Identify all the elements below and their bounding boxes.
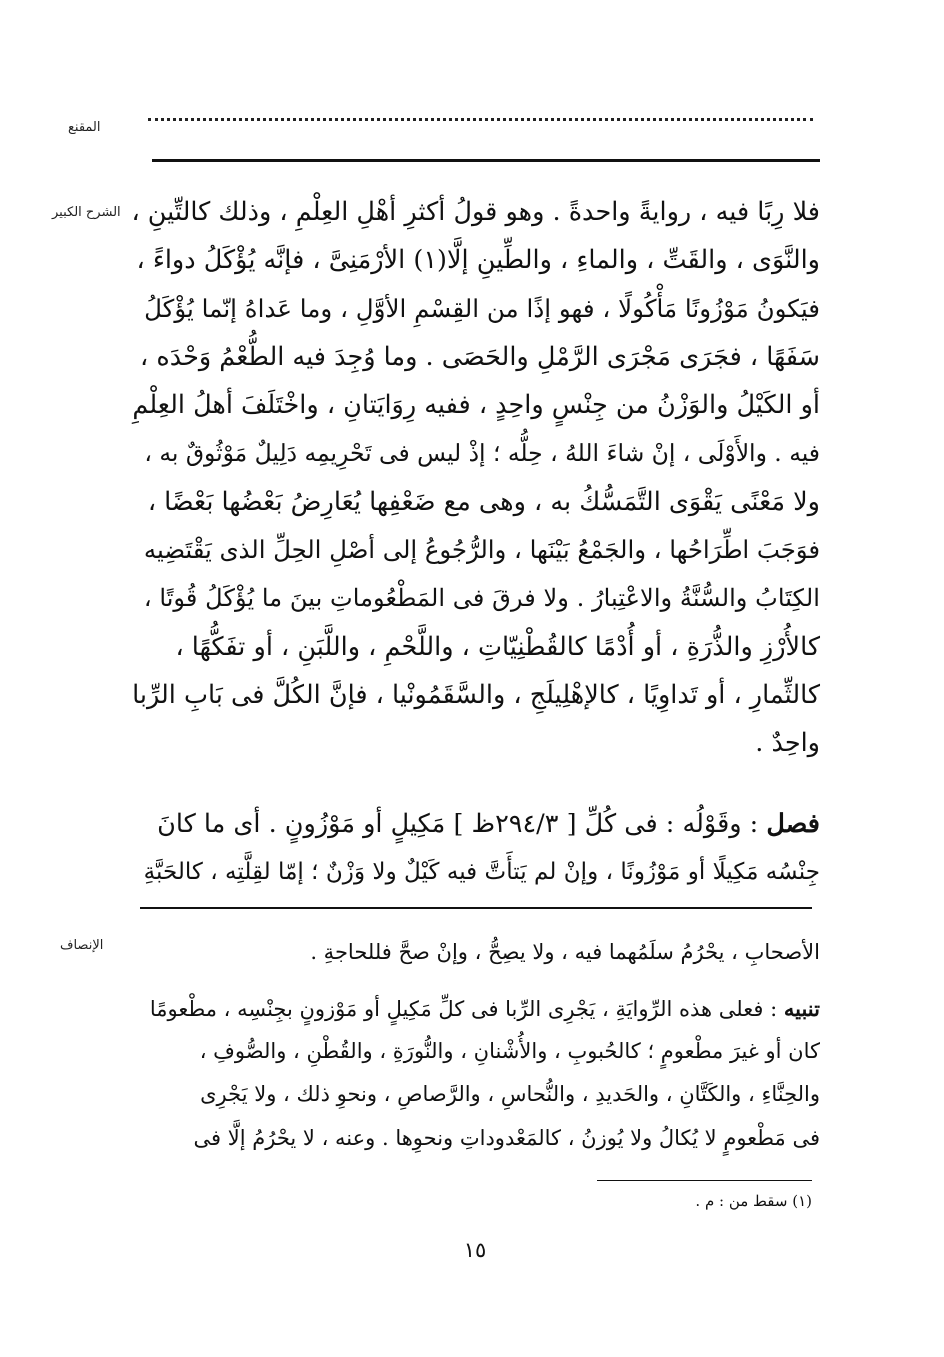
tanbih-line: كان أو غيرَ مطْعومٍ ؛ كالحُبوبِ ، والأُشْنانِ ، والنُّورَةِ ، والقُطْنِ ، والصُّوفِ ، xyxy=(199,1039,820,1064)
sharh-text-block xyxy=(130,188,820,768)
margin-label-insaf: الإنصاف xyxy=(60,938,104,953)
sharh-line: والنَّوَى ، والقَتِّ ، والماءِ ، والطِّينِ إلَّا(١) الأرْمَنِىَّ ، فإنَّه يُؤْكَلُ دواءً ، xyxy=(136,245,820,276)
insaf-text-block xyxy=(130,930,820,1160)
tanbih-line: والحِنَّاءِ ، والكَتَّانِ ، والحَديدِ ، والنُّحاسِ ، والرَّصاصِ ، ونحوِ ذلك ، ولا يَجْرِى xyxy=(200,1082,820,1107)
sharh-line: فيه . والأَوْلَى ، إنْ شاءَ اللهُ ، حِلُّه ؛ إذْ ليس فى تَحْرِيمِه دَلِيلٌ مَوْثُوقٌ به ، xyxy=(144,439,820,468)
fasl-line-1-text: : وقَوْلُه : فى كُلِّ [ ٢٩٤/٣ظ ] مَكِيلٍ أو مَوْزُونٍ . أى ما كانَ xyxy=(157,809,759,839)
book-title-header: المقنع xyxy=(68,120,101,135)
footnote-rule xyxy=(597,1180,812,1181)
section-divider xyxy=(140,907,812,909)
insaf-line: الأصحابِ ، يحْرُمُ سلَمُهما فيه ، ولا يصِحُّ ، وإنْ صحَّ فللحاجةِ . xyxy=(310,940,820,964)
sharh-line: سَفَهًا ، فجَرَى مَجْرَى الرَّمْلِ والحَصَى . وما وُجِدَ فيه الطُّعْمُ وَحْدَه ، xyxy=(140,341,820,372)
margin-label-sharh: الشرح الكبير xyxy=(52,205,121,220)
tanbih-line-1-text: : فعلى هذه الرِّوايَةِ ، يَجْرِى الرِّبا فى كلِّ مَكِيلٍ أو مَوْزونٍ بجِنْسِه ، مطْعومًا xyxy=(149,997,778,1021)
sharh-line: الكِتَابُ والسُّنَّةُ والاعْتِبارُ . ولا فرقَ فى المَطْعُوماتِ بينَ ما يُؤْكَلُ قُوتًا ، xyxy=(143,584,820,613)
tanbih-title: تنبيه xyxy=(783,996,820,1021)
sharh-line: فوَجَبَ اطِّرَاحُها ، والجَمْعُ بَيْنَها ، والرُّجُوعُ إلى أصْلِ الحِلِّ الذى يَقْتَضِيه xyxy=(143,535,820,565)
tanbih-line xyxy=(130,987,820,1030)
page-number: ١٥ xyxy=(463,1238,487,1262)
sharh-line: فلا رِبًا فيه ، روايةً واحدةً . وهو قولُ أكثرِ أهْلِ العِلْمِ ، وذلك كالتِّينِ ، xyxy=(131,197,820,227)
footnote: (١) سقط من : م . xyxy=(695,1192,812,1210)
sharh-line: كالأُرْزِ والذُّرَةِ ، أو أُدْمًا كالقُطْنِيّاتِ ، واللَّحْمِ ، واللَّبَنِ ، أو تفَكُّهًا ، xyxy=(175,631,820,662)
fasl-section xyxy=(130,800,820,897)
header-rule xyxy=(152,159,820,162)
tanbih-line: فى مَطْعومٍ لا يُكالُ ولا يُوزنُ ، كالمَعْدوداتِ ونحوِها . وعنه ، لا يحْرُمُ إلَّا فى xyxy=(193,1125,820,1150)
sharh-line: واحِدٌ . xyxy=(755,728,820,759)
sharh-line: كالثِّمارِ ، أو تَداوِيًا ، كالإهْلِيلَجِ ، والسَّقَمُونْيا ، فإنَّ الكُلَّ فى بَابِ الرِّبا xyxy=(132,679,820,710)
sharh-line: أو الكَيْلُ والوَزْنُ من جِنْسٍ واحِدٍ ، ففيه رِوَايَتانِ ، واخْتَلَفَ أهلُ العِلْمِ xyxy=(132,390,820,421)
header-dotted-leader xyxy=(148,118,813,121)
fasl-title: فصل xyxy=(766,809,820,839)
fasl-line: جِنْسُه مَكِيلًا أو مَوْزُونًا ، وإنْ لم يَتأَتَّ فيه كَيْلٌ ولا وَزْنٌ ؛ إمّا لقِلَّتِه ، كالحَبَّةِ xyxy=(143,859,820,886)
sharh-line: فيَكونُ مَوْزُونًا مَأْكُولًا ، فهو إذًا من القِسْمِ الأوَّلِ ، وما عَداهُ إنّما يُؤْكَلُ xyxy=(144,293,820,323)
fasl-line xyxy=(130,800,820,848)
sharh-line: ولا مَعْنًى يَقْوَى التَّمَسُّكُ به ، وهى مع ضَعْفِها يُعَارِضُ بَعْضُها بَعْضًا ، xyxy=(147,486,820,517)
